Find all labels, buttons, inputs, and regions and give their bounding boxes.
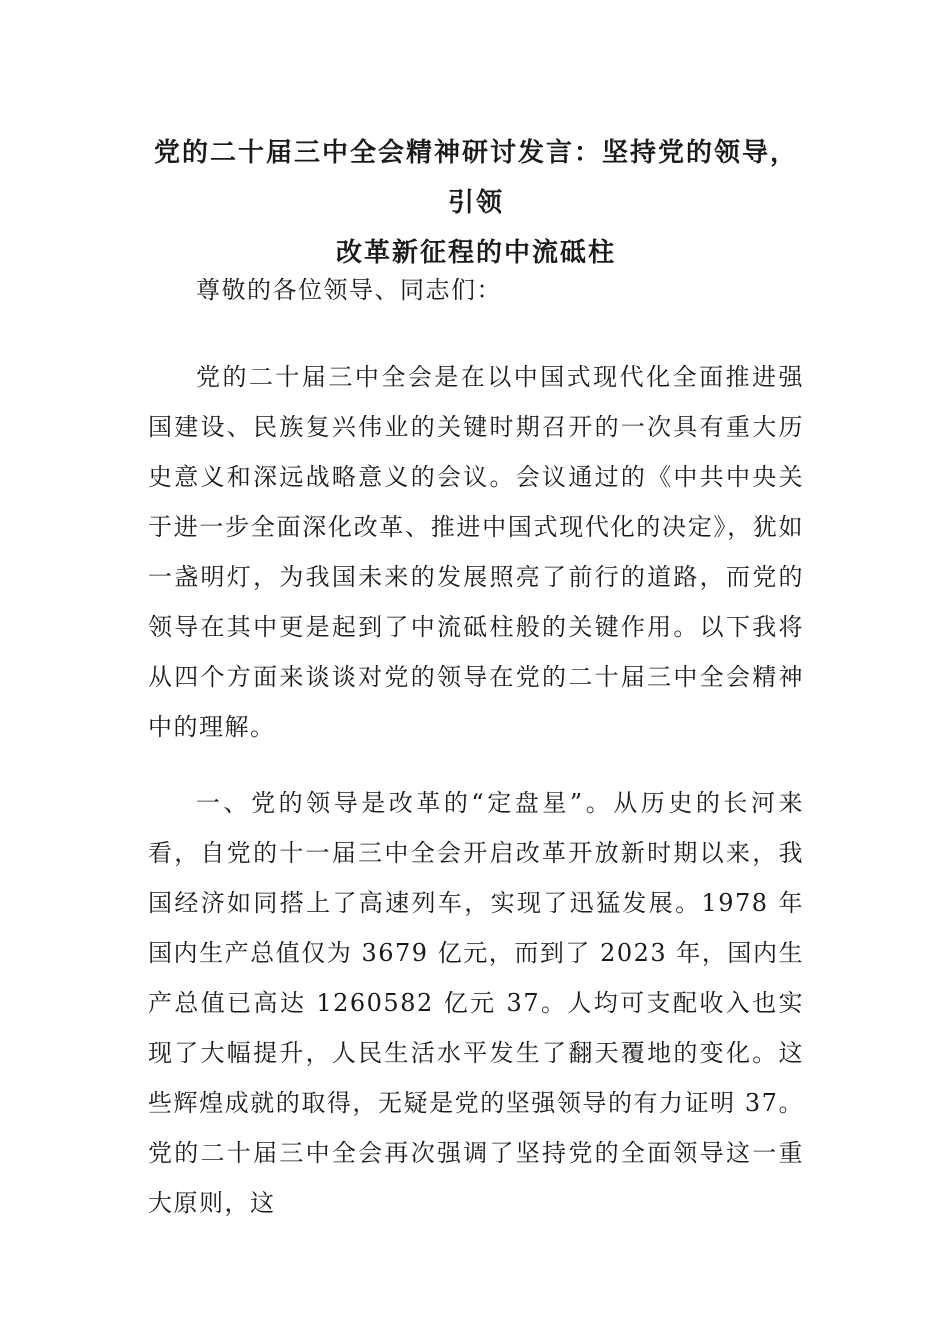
- section-one-paragraph: 一、党的领导是改革的“定盘星”。从历史的长河来看，自党的十一届三中全会开启改革开放新时期以来，我国经济如同搭上了高速列车，实现了迅猛发展。1978 年国内生产总值仅为 3679 亿元，而到了 2023 年，国内生产总值已高达 1260582 亿元 37。人均可支配收入也实现了大幅提升，人民生活水平发生了翻天覆地的变化。这些辉煌成就的取得，无疑是党的坚强领导的有力证明 37。党的二十届三中全会再次强调了坚持党的全面领导这一重大原则，这: [148, 789, 804, 1217]
- title-line-2: 改革新征程的中流砥柱: [335, 238, 616, 268]
- intro-paragraph: 党的二十届三中全会是在以中国式现代化全面推进强国建设、民族复兴伟业的关键时期召开的一次具有重大历史意义和深远战略意义的会议。会议通过的《中共中央关于进一步全面深化改革、推进中国式现代化的决定》，犹如一盏明灯，为我国未来的发展照亮了前行的道路，而党的领导在其中更是起到了中流砥柱般的关键作用。以下我将从四个方面来谈谈对党的领导在党的二十届三中全会精神中的理解。: [148, 363, 804, 741]
- greeting: 尊敬的各位领导、同志们：: [196, 276, 502, 304]
- title-line-1: 党的二十届三中全会精神研讨发言：坚持党的领导，引领: [153, 138, 798, 218]
- document-title: [148, 128, 804, 278]
